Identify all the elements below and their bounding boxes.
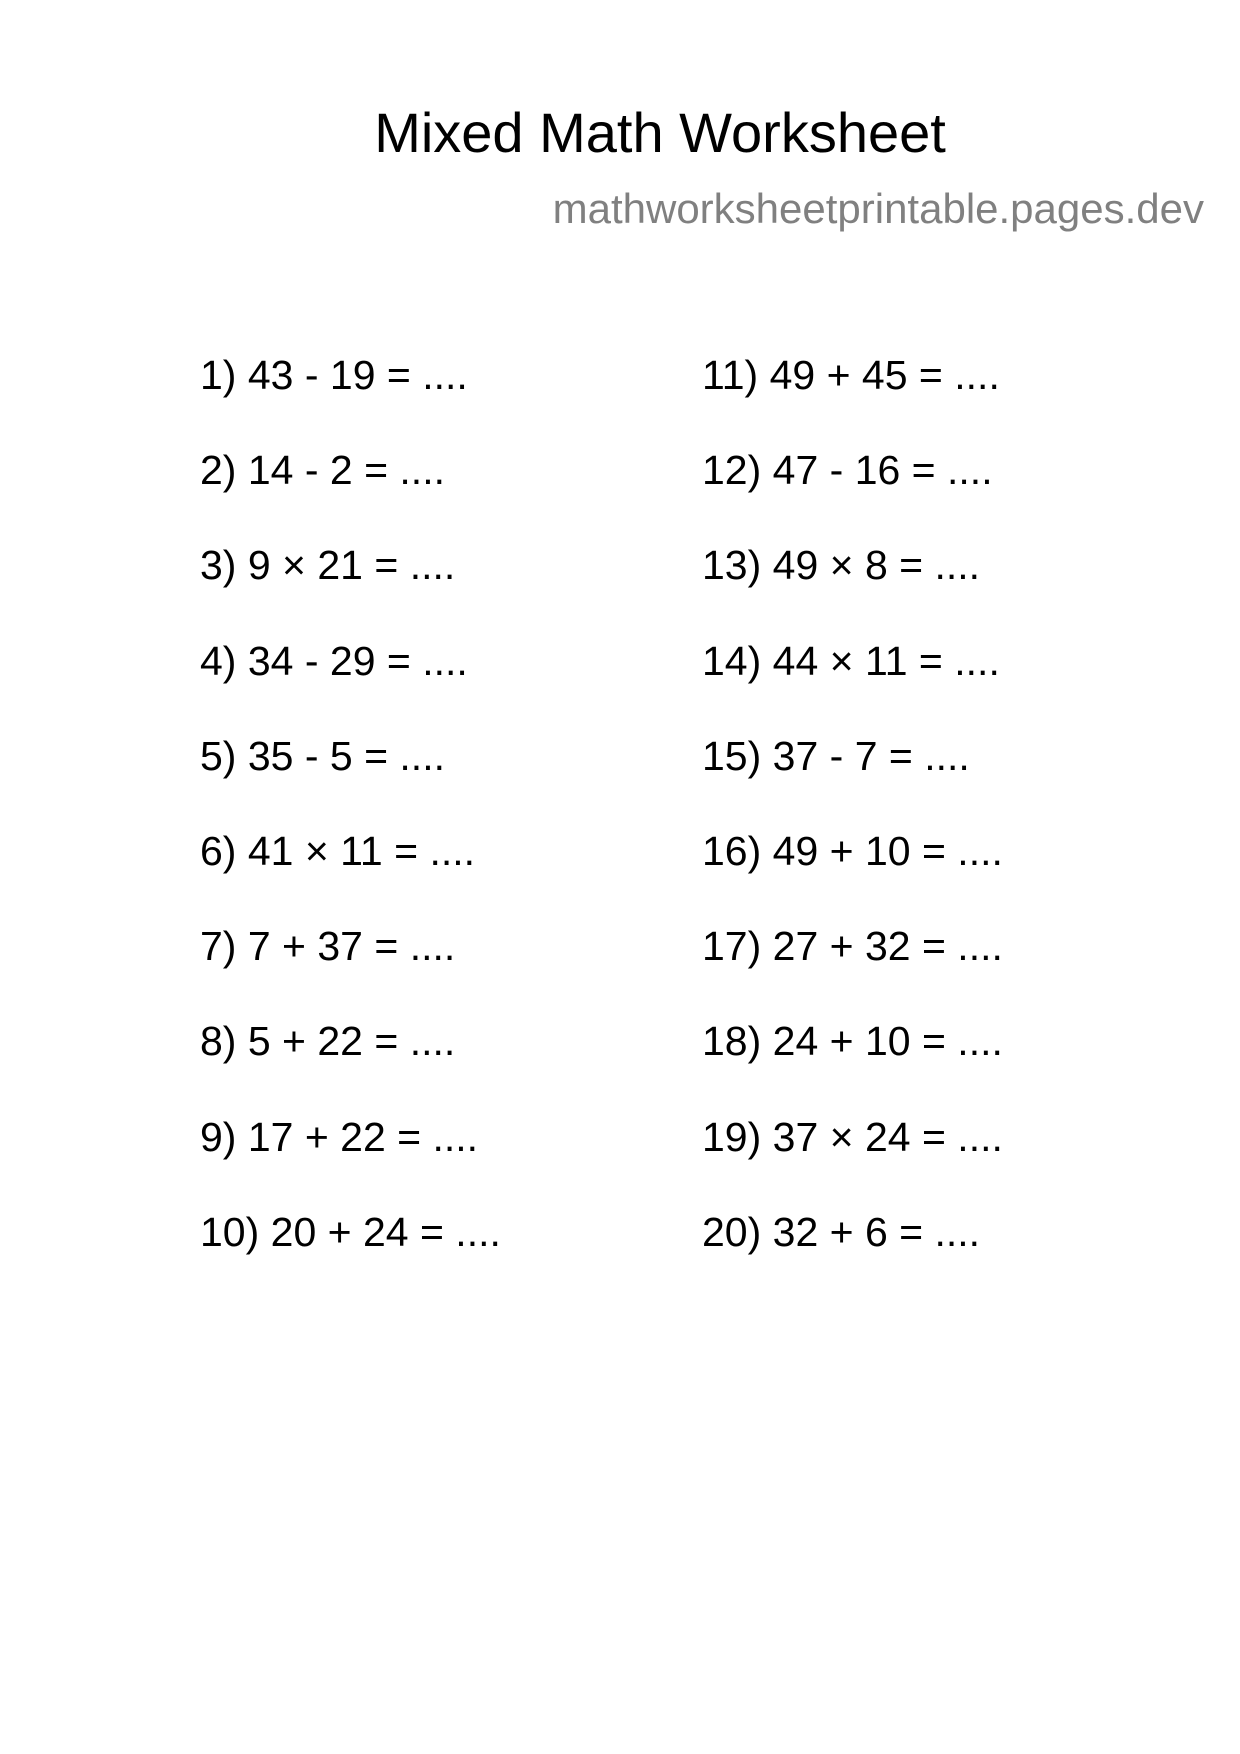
problem-18: 18) 24 + 10 = .... — [702, 1018, 1003, 1065]
problem-1: 1) 43 - 19 = .... — [200, 352, 468, 398]
problem-15: 15) 37 - 7 = .... — [702, 732, 970, 779]
problem-16: 16) 49 + 10 = .... — [702, 827, 1003, 874]
problem-17: 17) 27 + 32 = .... — [702, 923, 1003, 970]
problem-2: 2) 14 - 2 = .... — [200, 447, 445, 494]
problem-19: 19) 37 × 24 = .... — [702, 1113, 1003, 1160]
problem-20: 20) 32 + 6 = .... — [702, 1208, 981, 1255]
problem-12: 12) 47 - 16 = .... — [702, 447, 993, 494]
problem-4: 4) 34 - 29 = .... — [200, 637, 468, 684]
worksheet-title: Mixed Math Worksheet — [374, 101, 946, 164]
problem-9: 9) 17 + 22 = .... — [200, 1113, 479, 1160]
problem-8: 8) 5 + 22 = .... — [200, 1018, 456, 1065]
problem-10: 10) 20 + 24 = .... — [200, 1208, 501, 1255]
problem-7: 7) 7 + 37 = .... — [200, 923, 456, 970]
problem-5: 5) 35 - 5 = .... — [200, 732, 445, 779]
problem-14: 14) 44 × 11 = .... — [702, 637, 1000, 684]
problem-3: 3) 9 × 21 = .... — [200, 542, 456, 589]
source-url: mathworksheetprintable.pages.dev — [552, 185, 1204, 232]
problem-11: 11) 49 + 45 = .... — [702, 352, 1000, 398]
problem-13: 13) 49 × 8 = .... — [702, 542, 981, 589]
problem-6: 6) 41 × 11 = .... — [200, 827, 476, 874]
problem-column-left — [200, 345, 501, 1297]
problem-column-right — [702, 345, 1003, 1297]
